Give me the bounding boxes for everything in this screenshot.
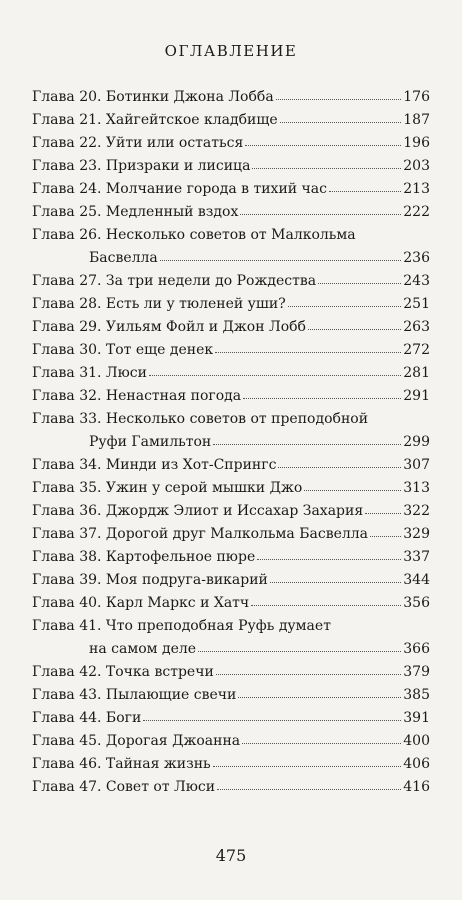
toc-entry (32, 546, 430, 569)
dot-leader (318, 282, 401, 284)
toc-entry (32, 753, 430, 776)
page-ref: 187 (403, 112, 430, 128)
page-heading: ОГЛАВЛЕНИЕ (164, 42, 298, 60)
toc-entry (32, 293, 430, 316)
toc-entry (32, 707, 430, 730)
page-ref: 213 (403, 181, 430, 197)
chapter-title: Минди из Хот-Спрингс (105, 457, 277, 473)
page-ref: 366 (403, 641, 430, 657)
chapter-title: Дорогая Джоанна (105, 733, 241, 749)
toc-entry (32, 523, 430, 546)
dot-leader (365, 512, 401, 514)
page-ref: 391 (403, 710, 430, 726)
chapter-title: Ботинки Джона Лобба (105, 89, 274, 105)
page-ref: 299 (403, 434, 430, 450)
dot-leader (252, 167, 401, 169)
chapter-number: Глава 44. (32, 710, 102, 726)
chapter-title: Совет от Люси (105, 779, 216, 795)
chapter-title: Карл Маркс и Хатч (105, 595, 250, 611)
chapter-number: Глава 29. (32, 319, 102, 335)
toc-entry (32, 155, 430, 178)
dot-leader (308, 328, 401, 330)
chapter-title: Уйти или остаться (105, 135, 244, 151)
page-ref: 263 (403, 319, 430, 335)
chapter-title: Есть ли у тюленей уши? (105, 296, 286, 312)
page-ref: 385 (403, 687, 430, 703)
dot-leader (304, 489, 401, 491)
dot-leader (370, 535, 401, 537)
chapter-number: Глава 35. (32, 480, 102, 496)
toc-entry (32, 454, 430, 477)
chapter-title: Что преподобная Руфь думает (105, 618, 331, 634)
chapter-number: Глава 32. (32, 388, 102, 404)
dot-leader (276, 98, 402, 100)
page-ref: 203 (403, 158, 430, 174)
chapter-number: Глава 30. (32, 342, 102, 358)
chapter-number: Глава 43. (32, 687, 102, 703)
dot-leader (329, 190, 401, 192)
dot-leader (238, 696, 401, 698)
chapter-title-continued: на самом деле (89, 641, 197, 657)
chapter-number: Глава 31. (32, 365, 102, 381)
dot-leader (216, 673, 401, 675)
toc-entry (32, 776, 430, 799)
page-ref: 416 (403, 779, 430, 795)
dot-leader (257, 558, 401, 560)
chapter-number: Глава 34. (32, 457, 102, 473)
chapter-number: Глава 39. (32, 572, 102, 588)
dot-leader (280, 121, 402, 123)
chapter-number: Глава 24. (32, 181, 102, 197)
chapter-title: Люси (105, 365, 147, 381)
dot-leader (215, 351, 401, 353)
page-ref: 307 (403, 457, 430, 473)
dot-leader (213, 765, 402, 767)
chapter-number: Глава 46. (32, 756, 102, 772)
toc-entry (32, 385, 430, 408)
toc-entry (32, 270, 430, 293)
chapter-title: Уильям Фойл и Джон Лобб (105, 319, 306, 335)
page-ref: 281 (403, 365, 430, 381)
dot-leader (217, 788, 401, 790)
page-ref: 251 (403, 296, 430, 312)
chapter-title: Тайная жизнь (105, 756, 211, 772)
dot-leader (245, 144, 401, 146)
chapter-title-continued: Басвелла (89, 250, 158, 266)
chapter-number: Глава 28. (32, 296, 102, 312)
toc-entry (32, 408, 430, 454)
chapter-title: Несколько советов от преподобной (105, 411, 369, 427)
page-ref: 329 (403, 526, 430, 542)
chapter-title-continued: Руфи Гамильтон (89, 434, 212, 450)
page-ref: 236 (403, 250, 430, 266)
toc-entry (32, 201, 430, 224)
toc-entry (32, 339, 430, 362)
toc-entry (32, 362, 430, 385)
chapter-title: Молчание города в тихий час (105, 181, 327, 197)
page-ref: 379 (403, 664, 430, 680)
dot-leader (288, 305, 402, 307)
page-ref: 222 (403, 204, 430, 220)
toc-entry (32, 477, 430, 500)
page-ref: 196 (403, 135, 430, 151)
toc-entry (32, 132, 430, 155)
chapter-title: Точка встречи (105, 664, 214, 680)
page-ref: 337 (403, 549, 430, 565)
chapter-number: Глава 47. (32, 779, 102, 795)
chapter-title: Хайгейтское кладбище (105, 112, 278, 128)
chapter-number: Глава 23. (32, 158, 102, 174)
page-ref: 272 (403, 342, 430, 358)
dot-leader (270, 581, 401, 583)
dot-leader (143, 719, 401, 721)
chapter-title: Призраки и лисица (105, 158, 251, 174)
toc-entry (32, 224, 430, 270)
toc-entry (32, 615, 430, 661)
dot-leader (149, 374, 401, 376)
chapter-title: Пылающие свечи (105, 687, 237, 703)
toc-entry (32, 86, 430, 109)
chapter-title: Медленный вздох (105, 204, 239, 220)
chapter-number: Глава 36. (32, 503, 102, 519)
dot-leader (213, 443, 401, 445)
chapter-title: Боги (105, 710, 142, 726)
toc-entry (32, 592, 430, 615)
chapter-title: Джордж Элиот и Иссахар Захария (105, 503, 364, 519)
chapter-title: Дорогой друг Малкольма Басвелла (105, 526, 368, 542)
page-ref: 243 (403, 273, 430, 289)
chapter-number: Глава 45. (32, 733, 102, 749)
toc-entry (32, 661, 430, 684)
dot-leader (278, 466, 401, 468)
chapter-title: Картофельное пюре (105, 549, 256, 565)
toc-entry (32, 569, 430, 592)
chapter-number: Глава 33. (32, 411, 102, 427)
chapter-number: Глава 37. (32, 526, 102, 542)
dot-leader (251, 604, 401, 606)
chapter-number: Глава 22. (32, 135, 102, 151)
toc-entry (32, 730, 430, 753)
page-ref: 322 (403, 503, 430, 519)
chapter-number: Глава 41. (32, 618, 102, 634)
page-number: 475 (215, 846, 247, 865)
chapter-number: Глава 20. (32, 89, 102, 105)
chapter-title: Несколько советов от Малкольма (105, 227, 356, 243)
dot-leader (160, 259, 401, 261)
page-ref: 313 (403, 480, 430, 496)
page-ref: 400 (403, 733, 430, 749)
chapter-title: Ужин у серой мышки Джо (105, 480, 303, 496)
dot-leader (240, 213, 401, 215)
page-ref: 176 (403, 89, 430, 105)
dot-leader (242, 742, 401, 744)
toc-entry (32, 178, 430, 201)
chapter-title: Ненастная погода (105, 388, 242, 404)
toc-entry (32, 500, 430, 523)
chapter-number: Глава 40. (32, 595, 102, 611)
chapter-number: Глава 25. (32, 204, 102, 220)
dot-leader (243, 397, 401, 399)
chapter-title: За три недели до Рождества (105, 273, 317, 289)
table-of-contents (32, 86, 430, 799)
toc-entry (32, 316, 430, 339)
page-ref: 344 (403, 572, 430, 588)
chapter-number: Глава 42. (32, 664, 102, 680)
toc-entry (32, 109, 430, 132)
chapter-title: Моя подруга-викарий (105, 572, 268, 588)
chapter-number: Глава 27. (32, 273, 102, 289)
chapter-number: Глава 21. (32, 112, 102, 128)
dot-leader (198, 650, 401, 652)
chapter-title: Тот еще денек (105, 342, 214, 358)
page-ref: 406 (403, 756, 430, 772)
chapter-number: Глава 38. (32, 549, 102, 565)
page-ref: 291 (403, 388, 430, 404)
page-ref: 356 (403, 595, 430, 611)
toc-entry (32, 684, 430, 707)
chapter-number: Глава 26. (32, 227, 102, 243)
